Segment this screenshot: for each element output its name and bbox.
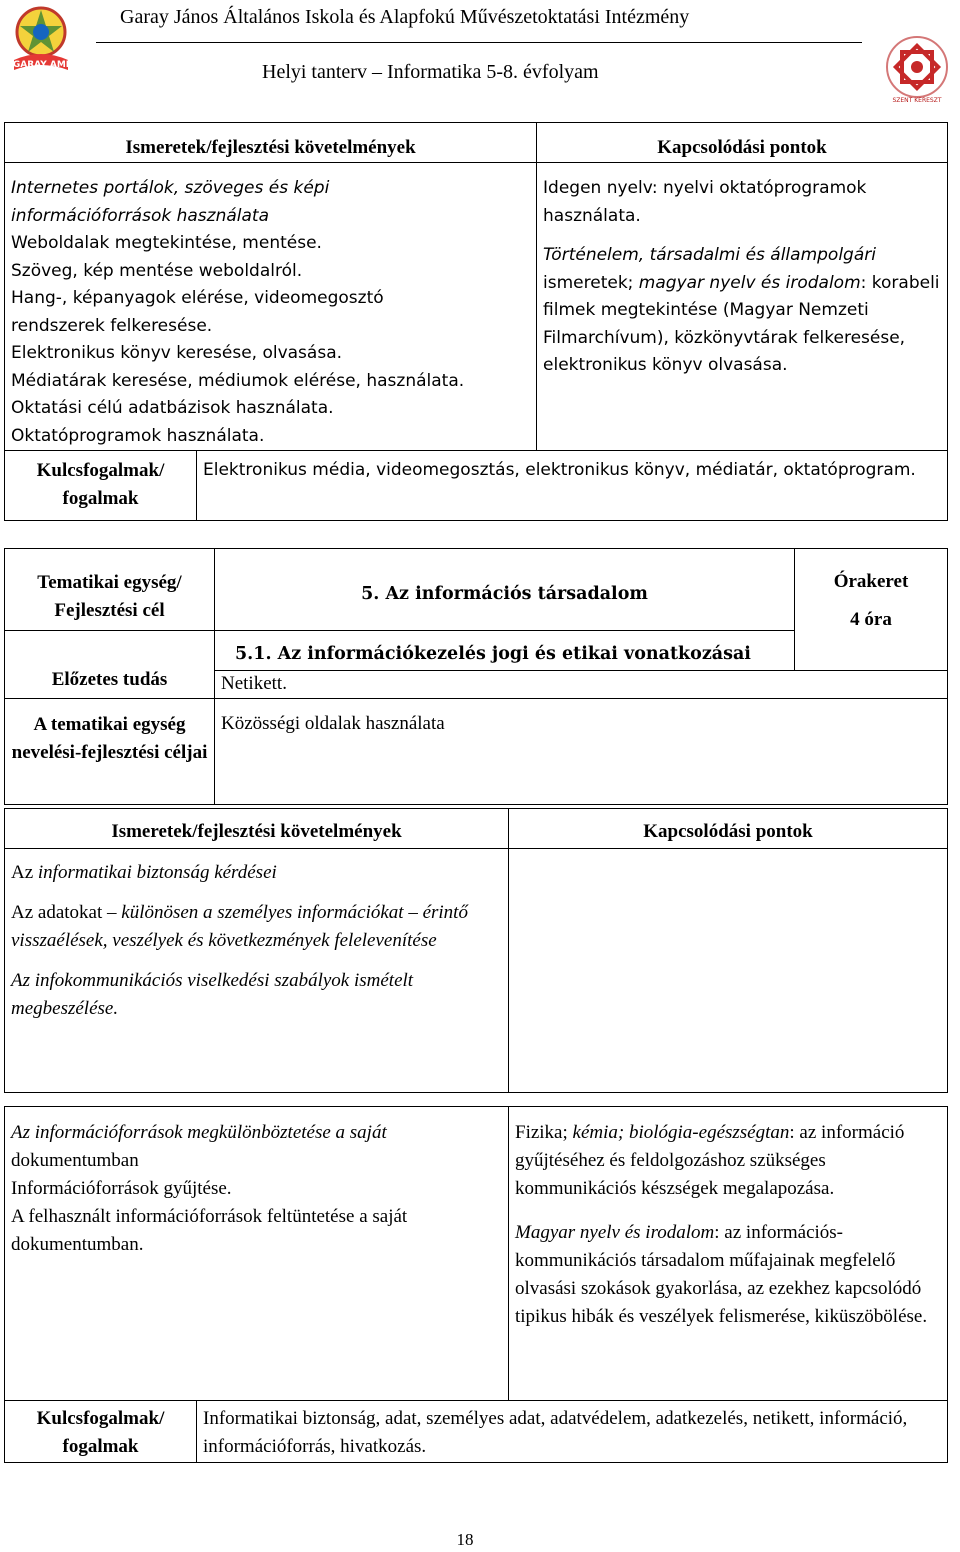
connections-header: Kapcsolódási pontok xyxy=(537,123,948,163)
school-name: Garay János Általános Iskola és Alapfokú Művészetoktatási Intézmény xyxy=(120,6,690,28)
goals-label: A tematikai egység nevelési-fejlesztési céljai xyxy=(5,699,215,805)
requirement-line: dokumentumban xyxy=(11,1150,139,1171)
key-concepts-text: Informatikai biztonság, adat, személyes adat, adatvédelem, adatkezelés, netikett, információ, információforrás, hivatkozás. xyxy=(197,1401,948,1463)
svg-text:GARAY AMI: GARAY AMI xyxy=(12,60,70,70)
key-concepts-text: Elektronikus média, videomegosztás, elektronikus könyv, médiatár, oktatóprogram. xyxy=(197,451,948,521)
connection-foreign-language: Idegen nyelv: nyelvi oktatóprogramok használata. xyxy=(543,178,867,226)
unit-label: Tematikai egység/ Fejlesztési cél xyxy=(5,549,215,631)
school-logo xyxy=(8,4,74,74)
connections-header: Kapcsolódási pontok xyxy=(509,809,948,849)
requirement-line: információforrások használata xyxy=(11,205,269,226)
requirements-table-2 xyxy=(4,808,948,1093)
cross-emblem-logo xyxy=(884,34,950,104)
hours-cell xyxy=(795,549,948,671)
requirement-data-abuse: Az adatokat – különösen a személyes információkat – érintő visszaélések, veszélyek és következmények felelevenítése xyxy=(11,902,468,951)
requirements-header: Ismeretek/fejlesztési követelmények xyxy=(5,809,509,849)
requirement-line: Oktatási célú adatbázisok használata. xyxy=(11,398,334,418)
connections-cell xyxy=(509,1107,948,1401)
requirements-header: Ismeretek/fejlesztési követelmények xyxy=(5,123,537,163)
prior-knowledge-label: Előzetes tudás xyxy=(5,631,215,699)
goals-text: Közösségi oldalak használata xyxy=(215,699,948,805)
header-rule xyxy=(96,42,862,43)
requirement-line: Elektronikus könyv keresése, olvasása. xyxy=(11,343,343,363)
requirement-line: A felhasznált információforrások feltüntetése a saját dokumentumban. xyxy=(11,1206,408,1255)
key-concepts-label: Kulcsfogalmak/ fogalmak xyxy=(5,451,197,521)
requirement-line: Információforrások gyűjtése. xyxy=(11,1178,232,1199)
requirement-line: Internetes portálok, szöveges és képi xyxy=(11,178,330,198)
requirement-line: Szöveg, kép mentése weboldalról. xyxy=(11,260,303,281)
connection-history: Történelem, társadalmi és állampolgári ismeretek; magyar nyelv és irodalom: korabeli filmek megtekintése (Magyar Nemzeti Filmarchívum), közkönyvtárak felkeresése, elektronikus könyv olvasása. xyxy=(543,245,940,375)
requirements-cell xyxy=(5,849,509,1093)
requirements-table-1 xyxy=(4,122,948,521)
page-header xyxy=(0,0,960,110)
page-number: 18 xyxy=(456,1530,474,1549)
requirements-table-3 xyxy=(4,1106,948,1463)
svg-text:SZENT KERESZT: SZENT KERESZT xyxy=(892,97,942,104)
requirement-line: Hang-, képanyagok elérése, videomegosztó xyxy=(11,288,384,308)
requirement-security: Az informatikai biztonság kérdései xyxy=(11,862,277,883)
requirement-behaviour-rules: Az infokommunikációs viselkedési szabályok ismételt megbeszélése. xyxy=(11,970,414,1019)
requirement-line: Az információforrások megkülönböztetése a saját xyxy=(11,1122,387,1143)
hours-label: Órakeret xyxy=(833,571,909,592)
connection-physics: Fizika; kémia; biológia-egészségtan: az információ gyűjtéséhez és feldolgozáshoz szükséges kommunikációs készségek megalapozása. xyxy=(515,1122,905,1199)
curriculum-subtitle: Helyi tanterv – Informatika 5-8. évfolyam xyxy=(262,61,599,83)
connections-cell-empty xyxy=(509,849,948,1093)
connection-literature: Magyar nyelv és irodalom: az információs-kommunikációs társadalom műfajainak megfelelő olvasási szokások gyakorlása, az ezekhez kapcsolódó tipikus hibák és veszélyek felismerése, kiküszöbölése. xyxy=(515,1222,928,1327)
requirements-list xyxy=(5,163,537,451)
key-concepts-label: Kulcsfogalmak/ fogalmak xyxy=(5,1401,197,1463)
requirement-line: rendszerek felkeresése. xyxy=(11,315,213,336)
unit-table xyxy=(4,548,948,805)
requirement-line: Médiatárak keresése, médiumok elérése, használata. xyxy=(11,370,465,391)
unit-title: 5. Az információs társadalom xyxy=(215,549,795,631)
prior-knowledge-text: Netikett. xyxy=(215,671,948,699)
requirements-cell xyxy=(5,1107,509,1401)
connections-cell xyxy=(537,163,948,451)
requirement-line: Oktatóprogramok használata. xyxy=(11,425,265,446)
subunit-title: 5.1. Az információkezelés jogi és etikai vonatkozásai xyxy=(215,631,795,671)
requirement-line: Weboldalak megtekintése, mentése. xyxy=(11,233,322,253)
hours-value: 4 óra xyxy=(850,609,892,630)
